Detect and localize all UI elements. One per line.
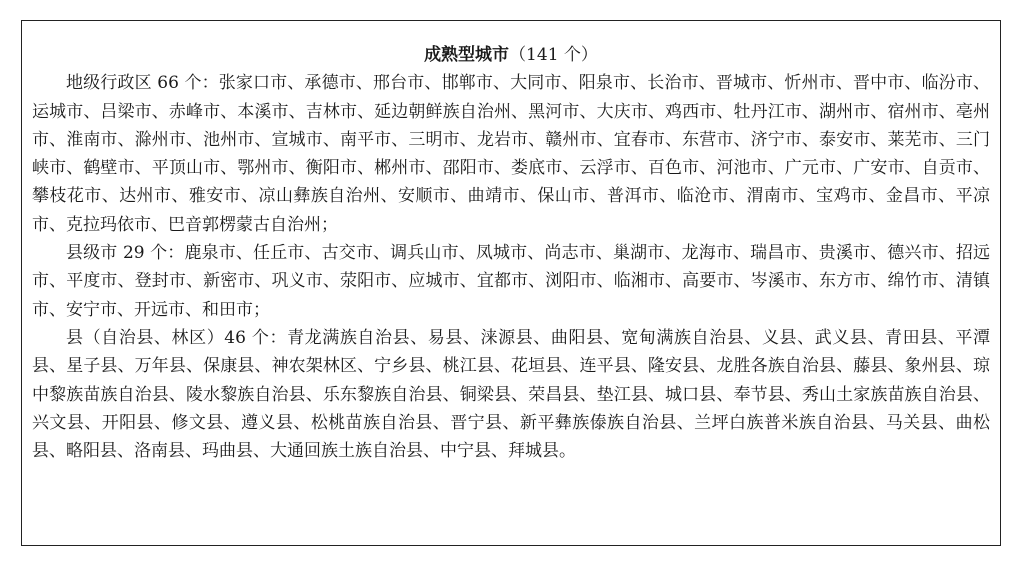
document-frame: [21, 20, 1001, 546]
paragraph-counties: 县（自治县、林区）46 个：青龙满族自治县、易县、涞源县、曲阳县、宽甸满族自治县、义县、武义县、青田县、平潭县、星子县、万年县、保康县、神农架林区、宁乡县、桃江县、花垣县、连平县、隆安县、龙胜各族自治县、藤县、象州县、琼中黎族苗族自治县、陵水黎族自治县、乐东黎族自治县、铜梁县、荣昌县、垫江县、城口县、奉节县、秀山土家族苗族自治县、兴文县、开阳县、修文县、遵义县、松桃苗族自治县、晋宁县、新平彝族傣族自治县、兰坪白族普米族自治县、马关县、曲松县、略阳县、洛南县、玛曲县、大通回族土族自治县、中宁县、拜城县。: [32, 327, 990, 462]
paragraph-county-level-cities: 县级市 29 个：鹿泉市、任丘市、古交市、调兵山市、凤城市、尚志市、巢湖市、龙海市、瑞昌市、贵溪市、德兴市、招远市、平度市、登封市、新密市、巩义市、荥阳市、应城市、宜都市、浏阳市、临湘市、高要市、岑溪市、东方市、绵竹市、清镇市、安宁市、开远市、和田市；: [32, 243, 990, 320]
title-main: 成熟型城市: [424, 45, 510, 65]
paragraph-prefecture-level: 地级行政区 66 个：张家口市、承德市、邢台市、邯郸市、大同市、阳泉市、长治市、晋城市、忻州市、晋中市、临汾市、运城市、吕梁市、赤峰市、本溪市、吉林市、延边朝鲜族自治州、黑河市、大庆市、鸡西市、牡丹江市、湖州市、宿州市、亳州市、淮南市、滁州市、池州市、宣城市、南平市、三明市、龙岩市、赣州市、宜春市、东营市、济宁市、泰安市、莱芜市、三门峡市、鹤壁市、平顶山市、鄂州市、衡阳市、郴州市、邵阳市、娄底市、云浮市、百色市、河池市、广元市、广安市、自贡市、攀枝花市、达州市、雅安市、凉山彝族自治州、安顺市、曲靖市、保山市、普洱市、临沧市、渭南市、宝鸡市、金昌市、平凉市、克拉玛依市、巴音郭楞蒙古自治州；: [32, 73, 990, 235]
title-count: （141 个）: [509, 45, 598, 65]
document-body: [32, 41, 990, 465]
document-title: [32, 41, 990, 69]
